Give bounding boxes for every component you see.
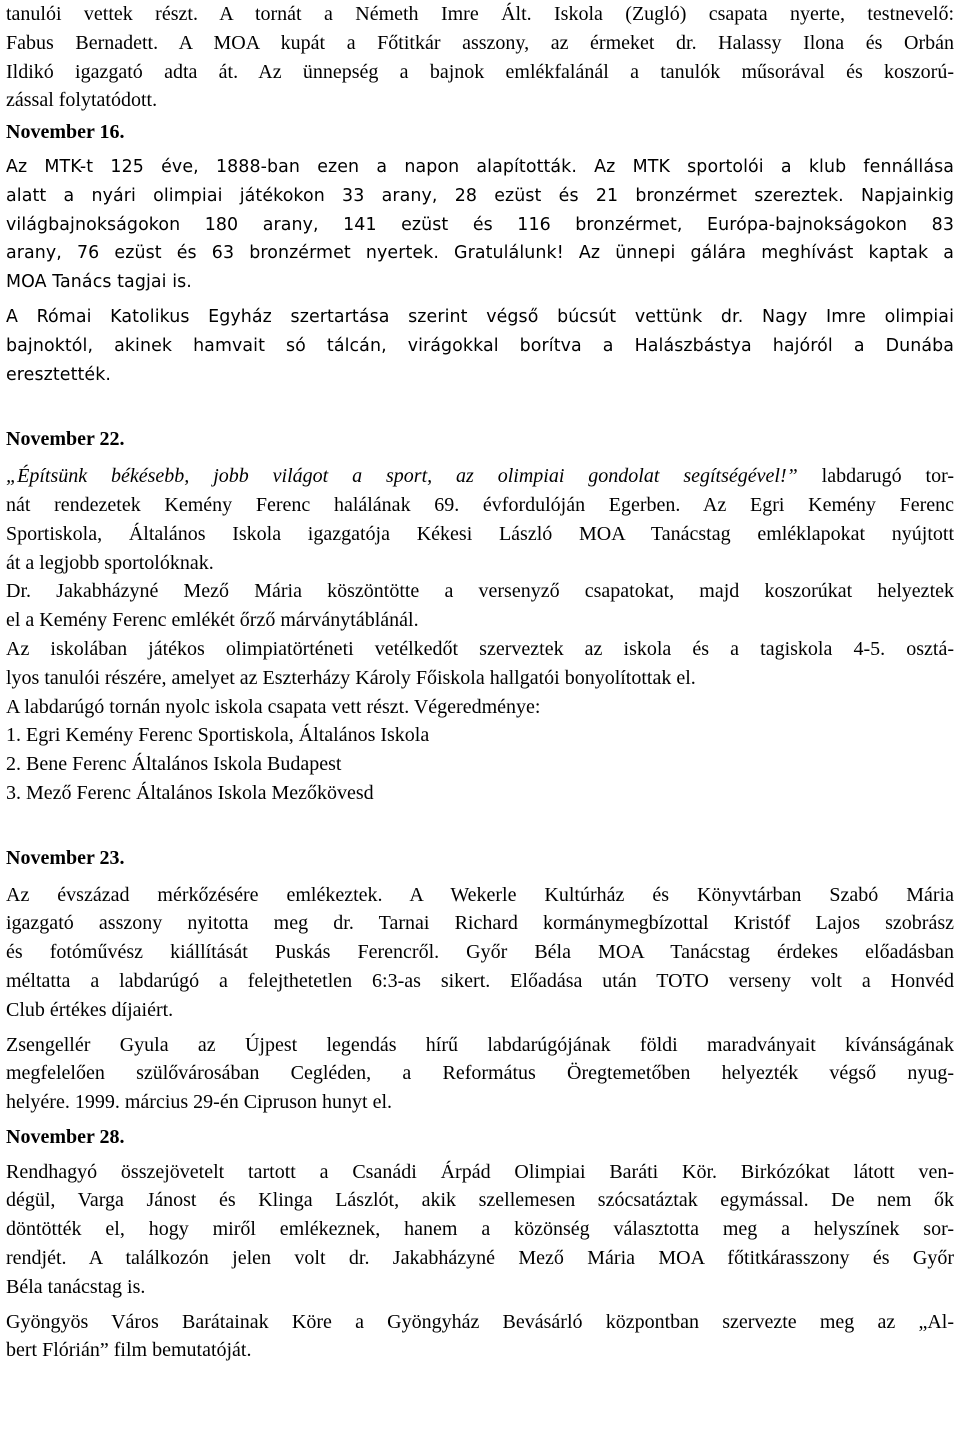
- text-fragment: labdarugó tor-: [797, 465, 954, 488]
- text-line: helyére. 1999. március 29-én Cipruson hunyt el.: [6, 1091, 393, 1114]
- text-line: Az iskolában játékos olimpiatörténeti vetélkedőt szerveztek az iskola és a tagiskola 4-5. osztá-: [6, 637, 954, 660]
- text-line: megfelelően szülővárosában Cegléden, a Református Öregtemetőben helyezték végső nyug-: [6, 1062, 954, 1085]
- paragraph-film-premiere: [6, 1308, 954, 1366]
- paragraph-tournament-results: [6, 0, 954, 115]
- text-line: méltatta a labdarúgó a felejthetetlen 6:3-as sikert. Előadása után TOTO verseny volt a Honvéd: [6, 969, 954, 992]
- text-line: A labdarúgó tornán nyolc iskola csapata vett részt. Végeredménye:: [6, 695, 541, 718]
- result-item: 3. Mező Ferenc Általános Iskola Mezőkövesd: [6, 781, 374, 804]
- paragraph-friends-circle: [6, 1158, 954, 1302]
- date-heading-nov28: November 28.: [6, 1125, 125, 1148]
- text-line: igazgató asszony nyitotta meg dr. Tarnai Richard kormánymegbízottal Kristóf Lajos szobrász: [6, 912, 954, 935]
- text-line: tanulói vettek részt. A tornát a Németh Imre Ált. Iskola (Zugló) csapata nyerte, testnevelő:: [6, 3, 954, 25]
- text-line: át a legjobb sportolóknak.: [6, 551, 214, 574]
- text-line: el a Kemény Ferenc emlékét őrző márványtáblánál.: [6, 609, 419, 632]
- text-line: MOA Tanács tagjai is.: [6, 272, 192, 293]
- text-line: nát rendezetek Kemény Ferenc halálának 69. évfordulóján Egerben. Az Egri Kemény Ferenc: [6, 493, 954, 516]
- text-line: Club értékes díjaiért.: [6, 998, 174, 1021]
- paragraph-nagy-imre-farewell: [6, 303, 954, 389]
- text-line: [6, 462, 954, 491]
- result-item: 1. Egri Kemény Ferenc Sportiskola, Általános Iskola: [6, 724, 430, 747]
- date-heading-nov22: November 22.: [6, 428, 125, 451]
- text-line: Dr. Jakabházyné Mező Mária köszöntötte a versenyző csapatokat, majd koszorúkat helyeztek: [6, 580, 954, 603]
- paragraph-results: [6, 693, 954, 808]
- result-item: 2. Bene Ferenc Általános Iskola Budapest: [6, 753, 342, 776]
- text-line: világbajnokságokon 180 arany, 141 ezüst és 116 bronzérmet, Európa-bajnokságokon 83: [6, 214, 954, 235]
- paragraph-zsengeller: [6, 1031, 954, 1117]
- paragraph-quiz: [6, 635, 954, 693]
- date-heading-nov16: November 16.: [6, 121, 125, 144]
- text-line: Rendhagyó összejövetelt tartott a Csanádi Árpád Olimpiai Baráti Kör. Birkózókat látott ven-: [6, 1160, 954, 1183]
- text-line: eresztették.: [6, 364, 112, 385]
- motto-quote: „Építsünk békésebb, jobb világot a sport, az olimpiai gondolat segítségével!”: [6, 465, 798, 488]
- text-line: döntötték el, hogy miről emlékeznek, hanem a közönség választotta meg a helyszínek sor-: [6, 1218, 954, 1241]
- date-heading-nov23: November 23.: [6, 846, 125, 869]
- text-line: Gyöngyös Város Barátainak Köre a Gyöngyház Bevásárló központban szervezte meg az „Al-: [6, 1310, 954, 1333]
- text-line: Béla tanácstag is.: [6, 1275, 146, 1298]
- text-line: rendjét. A találkozón jelen volt dr. Jakabházyné Mező Mária MOA főtitkárasszony és Győr: [6, 1247, 954, 1270]
- paragraph-wreath: [6, 577, 954, 635]
- text-line: Sportiskola, Általános Iskola igazgatója Kékesi László MOA Tanácstag emléklapokat nyújtott: [6, 522, 954, 545]
- text-line: A Római Katolikus Egyház szertartása szerint végső búcsút vettünk dr. Nagy Imre olimpiai: [6, 306, 954, 327]
- text-line: Ildikó igazgató adta át. Az ünnepség a bajnok emlékfalánál a tanulók műsorával és koszorú-: [6, 60, 954, 83]
- text-line: és fotóművész kiállítását Puskás Ferencről. Győr Béla MOA Tanácstag érdekes előadásban: [6, 941, 954, 964]
- paragraph-match-of-century: [6, 881, 954, 1025]
- text-line: Zsengellér Gyula az Újpest legendás hírű labdarúgójának földi maradványait kívánságának: [6, 1033, 954, 1056]
- text-line: arany, 76 ezüst és 63 bronzérmet nyertek. Gratulálunk! Az ünnepi gálára meghívást kaptak a: [6, 243, 954, 264]
- paragraph-football-tournament: [6, 462, 954, 577]
- text-line: Az évszázad mérkőzésére emlékeztek. A Wekerle Kultúrház és Könyvtárban Szabó Mária: [6, 883, 954, 906]
- text-line: dégül, Varga Jánost és Klinga Lászlót, akik szellemesen szócsatáztak egymással. De nem ők: [6, 1189, 954, 1212]
- paragraph-mtk-anniversary: [6, 153, 954, 297]
- text-line: Fabus Bernadett. A MOA kupát a Főtitkár asszony, az érmeket dr. Halassy Ilona és Orbán: [6, 31, 954, 54]
- text-line: Az MTK-t 125 éve, 1888-ban ezen a napon alapították. Az MTK sportolói a klub fennállása: [6, 156, 954, 177]
- text-line: zással folytatódott.: [6, 89, 158, 112]
- text-line: alatt a nyári olimpiai játékokon 33 arany, 28 ezüst és 21 bronzérmet szereztek. Napjainkig: [6, 185, 954, 206]
- text-line: bajnoktól, akinek hamvait só tálcán, virágokkal borítva a Halászbástya hajóról a Dunába: [6, 335, 954, 356]
- text-line: bert Flórián” film bemutatóját.: [6, 1339, 252, 1362]
- text-line: lyos tanulói részére, amelyet az Eszterházy Károly Főiskola hallgatói bonyolítottak el.: [6, 666, 696, 689]
